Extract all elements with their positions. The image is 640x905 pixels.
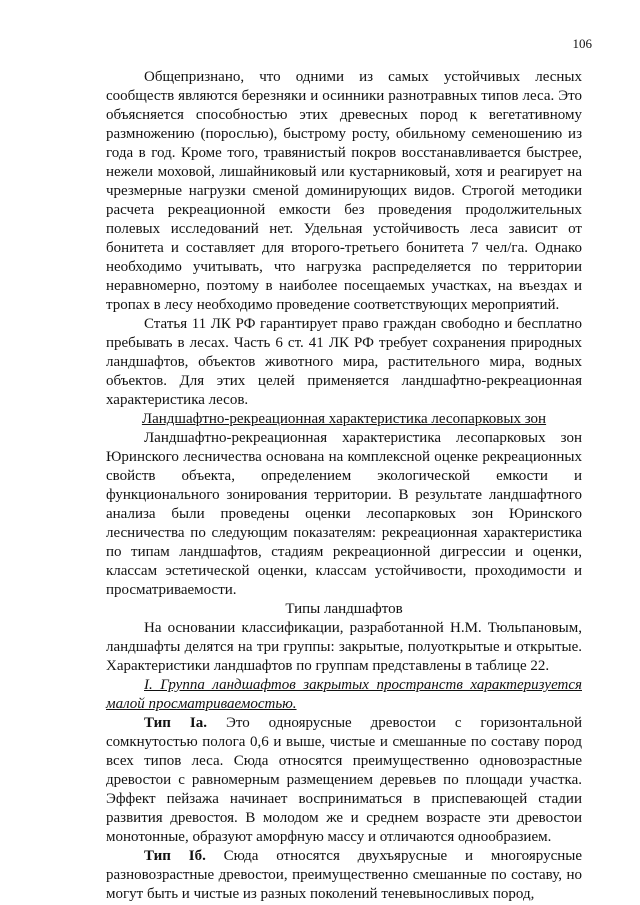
paragraph-classification: На основании классификации, разработанной Н.М. Тюльпановым, ландшафты делятся на три группы: закрытые, полуоткрытые и открытые. Характеристики ландшафтов по группам представлены в таблице 22. bbox=[106, 620, 582, 674]
paragraph-forest-resilience: Общепризнано, что одними из самых устойчивых лесных сообществ являются березняки и осинники разнотравных типов леса. Это объясняется способностью этих древесных пород к вегетативному размножению (порослью), быстрому росту, обильному семеношению из года в год. Кроме того, травянистый покров восстанавливается быстрее, нежели моховой, лишайниковый или кустарниковый, хотя и реагирует на чрезмерные нагрузки сменой доминирующих видов. Строгой методики расчета рекреационной емкости без проведения продолжительных полевых исследований нет. Удельная устойчивость леса зависит от бонитета и составляет для второго-третьего бонитета 7 чел/га. Однако необходимо учитывать, что нагрузка распределяется по территории неравномерно, поэтому в наиболее посещаемых участках, на въездах и тропах в лесу необходимо проведение соответствующих мероприятий. bbox=[106, 69, 582, 313]
section-heading-landscape-recreation bbox=[106, 410, 582, 429]
paragraph-type-1b bbox=[106, 847, 582, 904]
type-1b-label: Тип Iб. bbox=[144, 848, 206, 864]
page-content bbox=[106, 68, 582, 904]
group-closed-spaces bbox=[106, 676, 582, 714]
type-1a-text: Это одноярусные древостои с горизонтальной сомкнутостью полога 0,6 и выше, чистые и смешанные по составу пород всех типов леса. Сюда относятся преимущественно одновозрастные древостои с равномерным размещением деревьев по площади участка. Эффект пейзажа начинает восприниматься в приспевающей стадии развития древостоя. В молодом же и среднем возрасте эти древостои монотонные, образуют аморфную массу и отличаются однообразием. bbox=[106, 715, 583, 845]
page-number: 106 bbox=[572, 36, 592, 51]
type-1a-label: Тип Iа. bbox=[144, 715, 207, 731]
type-1b-text: Сюда относятся двухъярусные и многоярусные разновозрастные древостои, преимущественно смешанные по составу, но могут быть и чистые из разных поколений теневыносливых пород, bbox=[106, 848, 582, 902]
section-heading-landscape-types: Типы ландшафтов bbox=[285, 601, 403, 617]
underlined-heading-text: Ландшафтно-рекреационная характеристика лесопарковых зон bbox=[141, 411, 547, 427]
paragraph-type-1a bbox=[106, 714, 582, 847]
paragraph-landscape-analysis: Ландшафтно-рекреационная характеристика лесопарковых зон Юринского лесничества основана на комплексной оценке рекреационных свойств объекта, определением экологической емкости и функционального зонирования территории. В результате ландшафтного анализа были проведены оценки лесопарковых зон Юринского лесничества по следующим показателям: рекреационная характеристика по типам ландшафтов, стадиям рекреационной дигрессии и оценки, классам эстетической оценки, классам устойчивости, проходимости и просматриваемости. bbox=[106, 430, 582, 598]
paragraph-forest-code: Статья 11 ЛК РФ гарантирует право граждан свободно и бесплатно пребывать в лесах. Часть 6 ст. 41 ЛК РФ требует сохранения природных ландшафтов, объектов животного мира, растительного мира, водных объектов. Для этих целей применяется ландшафтно-рекреационная характеристика лесов. bbox=[106, 316, 582, 408]
group-closed-spaces-text: I. Группа ландшафтов закрытых пространств характеризуется малой просматриваемостью. bbox=[106, 677, 582, 712]
